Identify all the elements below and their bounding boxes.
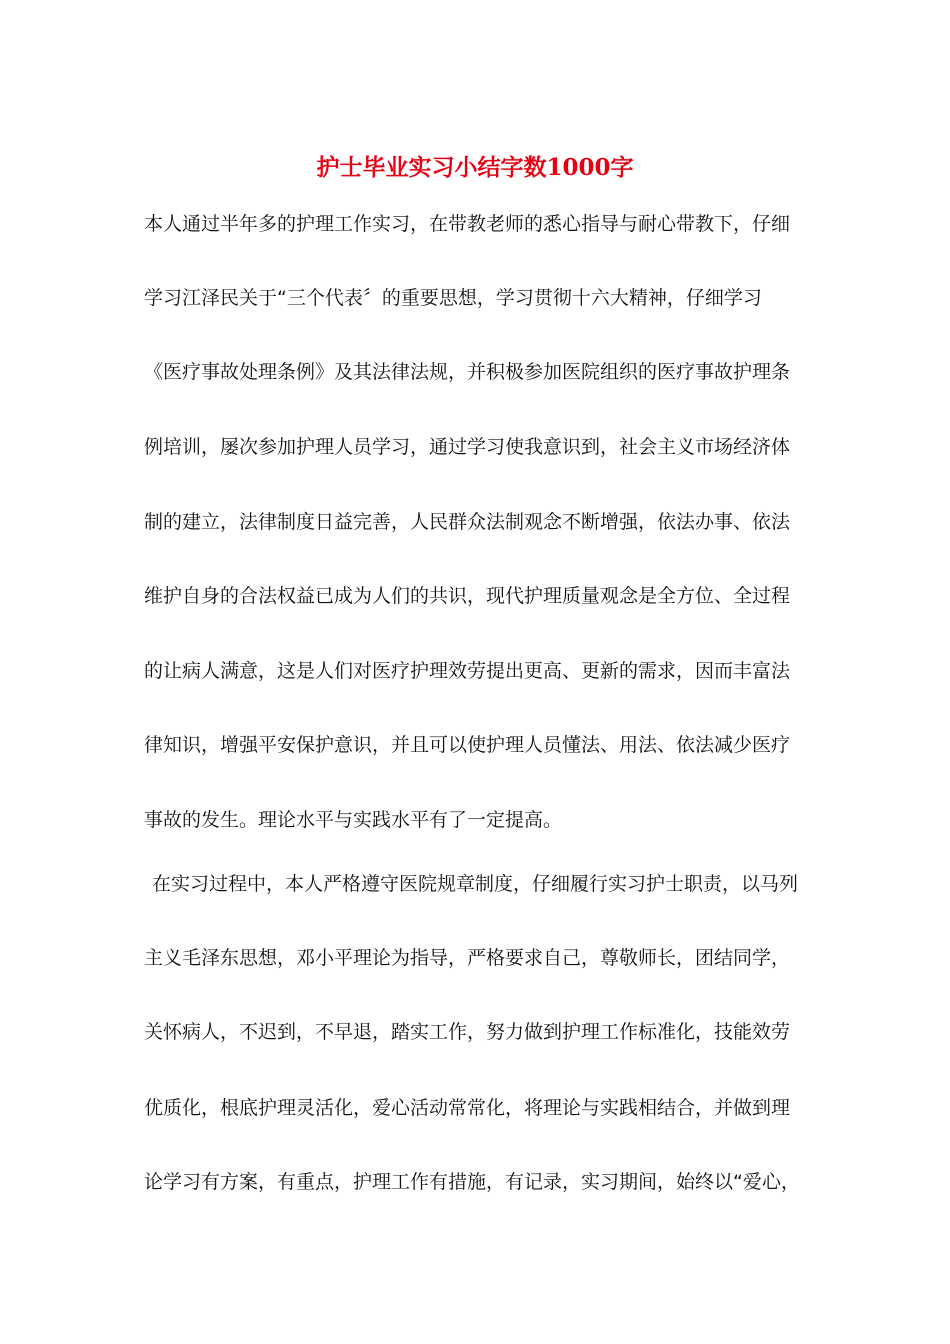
- paragraph-line: 律知识，增强平安保护意识，并且可以使护理人员懂法、用法、依法减少医疗: [144, 734, 791, 756]
- paragraph-line: 本人通过半年多的护理工作实习，在带教老师的悉心指导与耐心带教下，仔细: [144, 213, 791, 235]
- paragraph-line: 在实习过程中，本人严格遵守医院规章制度，仔细履行实习护士职责，以马列: [152, 873, 799, 895]
- paragraph-line: 维护自身的合法权益已成为人们的共识，现代护理质量观念是全方位、全过程: [144, 585, 791, 607]
- paragraph-line: 主义毛泽东思想，邓小平理论为指导，严格要求自己，尊敬师长，团结同学，: [144, 947, 791, 969]
- paragraph-line: 论学习有方案，有重点，护理工作有措施，有记录，实习期间，始终以“爱心，: [144, 1171, 800, 1193]
- paragraph-line: 《医疗事故处理条例》及其法律法规，并积极参加医院组织的医疗事故护理条: [144, 361, 791, 383]
- paragraph-line: 例培训，屡次参加护理人员学习，通过学习使我意识到，社会主义市场经济体: [144, 436, 791, 458]
- document-title: 护士毕业实习小结字数1000字: [316, 154, 634, 181]
- paragraph-line: 关怀病人，不迟到，不早退，踏实工作，努力做到护理工作标准化，技能效劳: [144, 1021, 791, 1043]
- paragraph-line: 学习江泽民关于“三个代表〞的重要思想，学习贯彻十六大精神，仔细学习: [144, 287, 762, 309]
- paragraph-line: 制的建立，法律制度日益完善，人民群众法制观念不断增强，依法办事、依法: [144, 511, 791, 533]
- paragraph-line: 优质化，根底护理灵活化，爱心活动常常化，将理论与实践相结合，并做到理: [144, 1097, 791, 1119]
- paragraph-line: 事故的发生。理论水平与实践水平有了一定提高。: [144, 809, 563, 831]
- paragraph-line: 的让病人满意，这是人们对医疗护理效劳提出更高、更新的需求，因而丰富法: [144, 660, 791, 682]
